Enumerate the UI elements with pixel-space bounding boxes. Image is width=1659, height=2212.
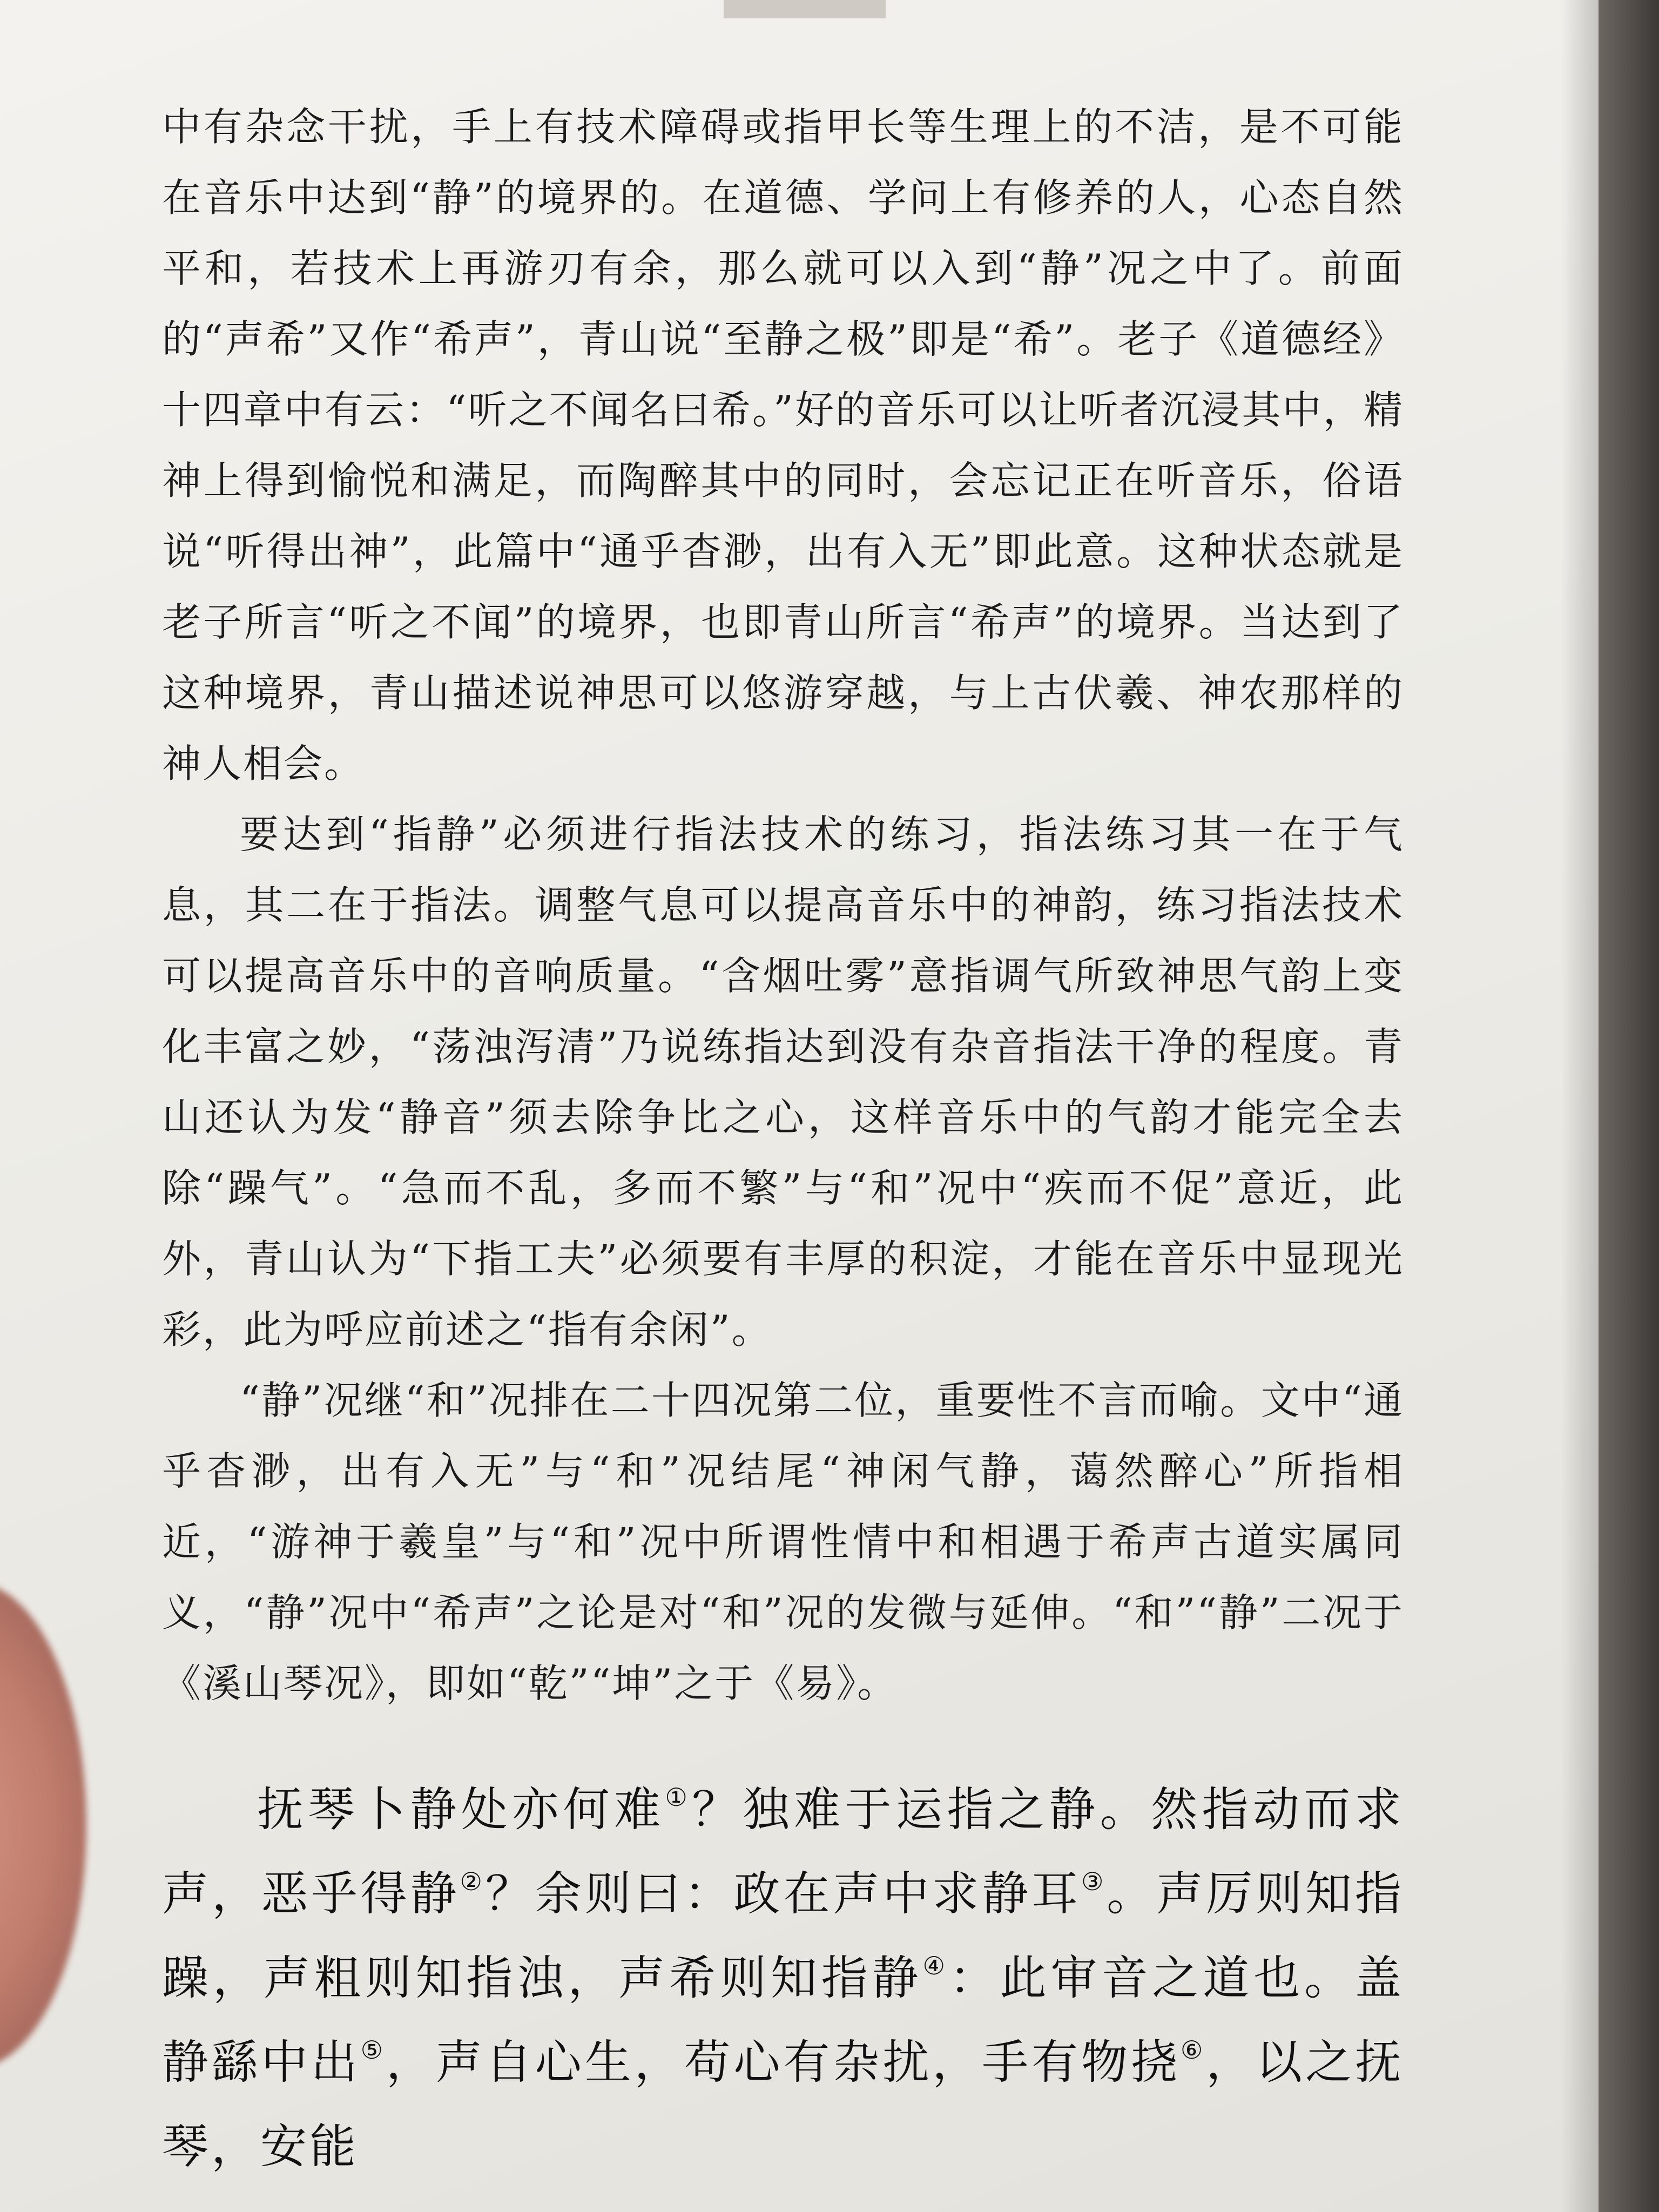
classic-segment-4: 。声厉则知指躁，声粗则知指浊，声希则知指静 — [162, 1867, 1404, 2005]
classic-text-section — [162, 1768, 1404, 2189]
classic-segment-2: ？独难于运指之静。然指动而求声，恶乎得静 — [162, 1783, 1404, 1921]
classic-segment-3: ？余则曰：政在声中求静耳 — [485, 1867, 1082, 1921]
page-top-mark — [724, 0, 886, 18]
page-text — [162, 92, 1404, 2189]
commentary-paragraph-3: “静”况继“和”况排在二十四况第二位，重要性不言而喻。文中“通乎杳渺，出有入无”与“和”况结尾“神闲气静，蔼然醉心”所指相近，“游神于羲皇”与“和”况中所谓性情中和相遇于希声古道实属同义，“静”况中“希声”之论是对“和”况的发微与延伸。“和”“静”二况于《溪山琴况》，即如“乾”“坤”之于《易》。 — [162, 1378, 1404, 1706]
page-edge-shadow — [1561, 0, 1599, 2212]
footnote-mark-3: ③ — [1081, 1867, 1107, 1896]
classic-segment-7: ，以之抚琴，安能 — [162, 2035, 1405, 2174]
footnote-mark-6: ⑥ — [1181, 2035, 1206, 2065]
classic-segment-5: ：此审音之道也。盖静繇中出 — [162, 1951, 1404, 2089]
thumb-in-photo — [0, 1582, 86, 2068]
footnote-mark-2: ② — [460, 1867, 485, 1896]
commentary-section — [162, 92, 1404, 1719]
commentary-paragraph-2: 要达到“指静”必须进行指法技术的练习，指法练习其一在于气息，其二在于指法。调整气息可以提高音乐中的神韵，练习指法技术可以提高音乐中的音响质量。“含烟吐雾”意指调气所致神思气韵上变化丰富之妙，“荡浊泻清”乃说练指达到没有杂音指法干净的程度。青山还认为发“静音”须去除争比之心，这样音乐中的气韵才能完全去除“躁气”。“急而不乱，多而不繁”与“和”况中“疾而不促”意近，此外，青山认为“下指工夫”必须要有丰厚的积淀，才能在音乐中显现光彩，此为呼应前述之“指有余闲”。 — [162, 812, 1404, 1352]
classic-segment-6: ，声自心生，苟心有杂扰，手有物挠 — [386, 2035, 1181, 2089]
classic-segment-1: 抚琴卜静处亦何难 — [257, 1783, 665, 1837]
footnote-mark-5: ⑤ — [360, 2035, 386, 2065]
commentary-paragraph-1: 中有杂念干扰，手上有技术障碍或指甲长等生理上的不洁，是不可能在音乐中达到“静”的境界的。在道德、学问上有修养的人，心态自然平和，若技术上再游刃有余，那么就可以入到“静”况之中了。前面的“声希”又作“希声”，青山说“至静之极”即是“希”。老子《道德经》十四章中有云：“听之不闻名曰希。”好的音乐可以让听者沉浸其中，精神上得到愉悦和满足，而陶醉其中的同时，会忘记正在听音乐，俗语说“听得出神”，此篇中“通乎杳渺，出有入无”即此意。这种状态就是老子所言“听之不闻”的境界，也即青山所言“希声”的境界。当达到了这种境界，青山描述说神思可以悠游穿越，与上古伏羲、神农那样的神人相会。 — [162, 104, 1404, 786]
footnote-mark-4: ④ — [922, 1951, 949, 1980]
background-desk — [1594, 0, 1659, 2212]
footnote-mark-1: ① — [665, 1783, 692, 1812]
classic-paragraph — [162, 1768, 1404, 2189]
